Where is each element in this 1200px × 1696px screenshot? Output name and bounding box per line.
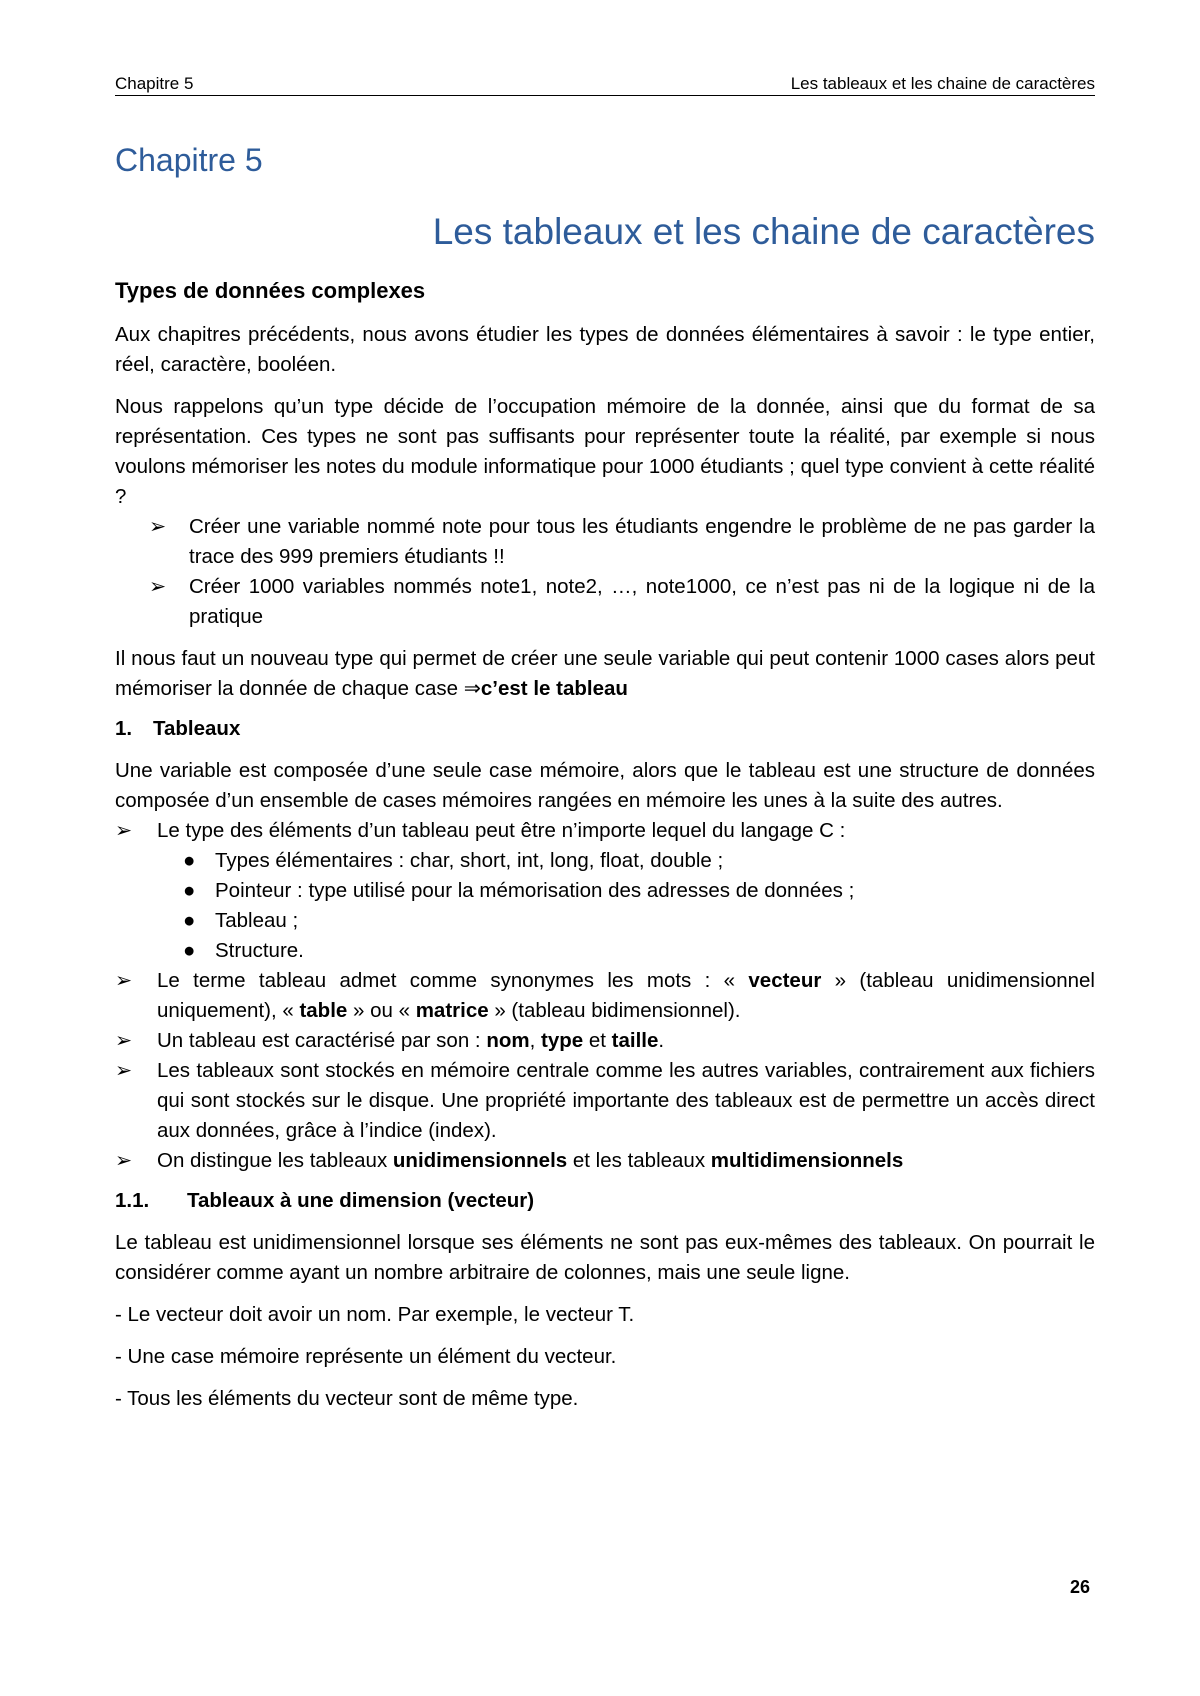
chapter-label: Chapitre 5 bbox=[115, 142, 263, 178]
arrow-bullet-icon: ➢ bbox=[149, 575, 167, 598]
paragraph-solution: Il nous faut un nouveau type qui permet de créer une seule variable qui peut contenir 1000 cases alors peut mémoriser la donnée de chaque case ⇒c’est le tableau bbox=[115, 647, 1095, 700]
bullet-icon: ● bbox=[183, 939, 196, 962]
bullet-icon: ● bbox=[183, 849, 196, 872]
paragraph-recall: Nous rappelons qu’un type décide de l’occupation mémoire de la donnée, ainsi que du format de sa représentation. Ces types ne sont pas suffisants pour représenter toute la réalité, par exemple si nous voulons mémoriser les notes du module informatique pour 1000 étudiants ; quel type convient à cette réalité ? bbox=[115, 395, 1095, 508]
list-item: ➢ Créer 1000 variables nommés note1, note2, …, note1000, ce n’est pas ni de la logique ni de la pratique bbox=[115, 572, 1095, 632]
page-header bbox=[115, 74, 1095, 96]
list-item: ● Types élémentaires : char, short, int, long, float, double ; bbox=[115, 846, 1095, 876]
list-item: ➢ Créer une variable nommé note pour tous les étudiants engendre le problème de ne pas garder la trace des 999 premiers étudiants !! bbox=[115, 512, 1095, 572]
heading-vecteur: 1.1. Tableaux à une dimension (vecteur) bbox=[115, 1189, 535, 1212]
facts-list bbox=[115, 816, 1095, 846]
list-item: ➢ Le terme tableau admet comme synonymes les mots : « vecteur » (tableau unidimensionnel uniquement), « table » ou « matrice » (tableau bidimensionnel). bbox=[115, 966, 1095, 1026]
list-item: ● Tableau ; bbox=[115, 906, 1095, 936]
dash-line-1: - Le vecteur doit avoir un nom. Par exemple, le vecteur T. bbox=[115, 1303, 635, 1326]
paragraph-intro: Aux chapitres précédents, nous avons étudier les types de données élémentaires à savoir : le type entier, réel, caractère, booléen. bbox=[115, 323, 1095, 376]
arrow-bullet-icon: ➢ bbox=[115, 1149, 133, 1172]
implies-arrow-icon: ⇒ bbox=[463, 677, 481, 700]
arrow-bullet-icon: ➢ bbox=[115, 969, 133, 992]
paragraph-unidimensionnel: Le tableau est unidimensionnel lorsque ses éléments ne sont pas eux-mêmes des tableaux. On pourrait le considérer comme ayant un nombre arbitraire de colonnes, mais une seule ligne. bbox=[115, 1231, 1095, 1284]
dash-line-2: - Une case mémoire représente un élément du vecteur. bbox=[115, 1345, 617, 1368]
facts-list-continued bbox=[115, 966, 1095, 1176]
problem-list bbox=[115, 512, 1095, 632]
arrow-bullet-icon: ➢ bbox=[115, 819, 133, 842]
header-right: Les tableaux et les chaine de caractères bbox=[790, 74, 1095, 93]
bullet-icon: ● bbox=[183, 909, 196, 932]
section-heading: Types de données complexes bbox=[115, 278, 426, 303]
dash-line-3: - Tous les éléments du vecteur sont de même type. bbox=[115, 1387, 579, 1410]
list-item: ➢ Un tableau est caractérisé par son : nom, type et taille. bbox=[115, 1026, 1095, 1056]
header-left: Chapitre 5 bbox=[115, 74, 194, 93]
heading-tableaux: 1. Tableaux bbox=[115, 717, 241, 740]
page-number: 26 bbox=[1070, 1577, 1091, 1597]
arrow-bullet-icon: ➢ bbox=[115, 1029, 133, 1052]
list-item: ● Pointeur : type utilisé pour la mémorisation des adresses de données ; bbox=[115, 876, 1095, 906]
arrow-bullet-icon: ➢ bbox=[115, 1059, 133, 1082]
bullet-icon: ● bbox=[183, 879, 196, 902]
list-item: ➢ Les tableaux sont stockés en mémoire centrale comme les autres variables, contrairement aux fichiers qui sont stockés sur le disque. Une propriété importante des tableaux est de permettre un accès direct aux données, grâce à l’indice (index). bbox=[115, 1056, 1095, 1146]
list-item: ➢ Le type des éléments d’un tableau peut être n’importe lequel du langage C : bbox=[115, 816, 1095, 846]
page-content bbox=[115, 135, 1095, 1414]
arrow-bullet-icon: ➢ bbox=[149, 515, 167, 538]
list-item: ➢ On distingue les tableaux unidimensionnels et les tableaux multidimensionnels bbox=[115, 1146, 1095, 1176]
paragraph-definition: Une variable est composée d’une seule case mémoire, alors que le tableau est une structure de données composée d’un ensemble de cases mémoires rangées en mémoire les unes à la suite des autres. bbox=[115, 759, 1095, 812]
chapter-title: Les tableaux et les chaine de caractères bbox=[432, 211, 1095, 252]
list-item: ● Structure. bbox=[115, 936, 1095, 966]
types-list bbox=[115, 846, 1095, 966]
